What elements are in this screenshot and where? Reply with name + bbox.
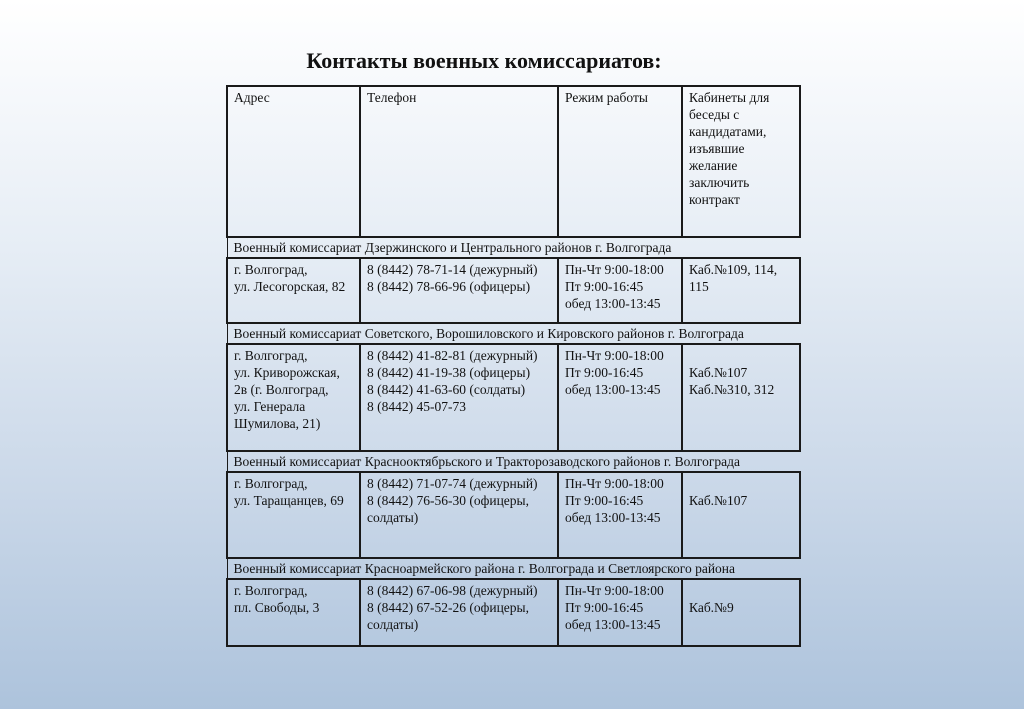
- section-title: Военный комиссариат Советского, Ворошиловского и Кировского районов г. Волгограда: [227, 323, 800, 344]
- section-row: [227, 451, 800, 472]
- table-row: [227, 472, 800, 558]
- section-title: Военный комиссариат Краснооктябрьского и Тракторозаводского районов г. Волгограда: [227, 451, 800, 472]
- section-title: Военный комиссариат Дзержинского и Центрального районов г. Волгограда: [227, 237, 800, 258]
- address-cell: г. Волгоград, ул. Криворожская, 2в (г. Волгоград, ул. Генерала Шумилова, 21): [227, 344, 360, 451]
- contacts-table: [226, 85, 801, 647]
- header-phone: Телефон: [360, 86, 558, 237]
- rooms-cell: Каб.№107 Каб.№310, 312: [682, 344, 800, 451]
- phones-cell: 8 (8442) 78-71-14 (дежурный) 8 (8442) 78-66-96 (офицеры): [360, 258, 558, 323]
- hours-cell: Пн-Чт 9:00-18:00 Пт 9:00-16:45 обед 13:00-13:45: [558, 472, 682, 558]
- phones-cell: 8 (8442) 71-07-74 (дежурный) 8 (8442) 76-56-30 (офицеры, солдаты): [360, 472, 558, 558]
- header-hours: Режим работы: [558, 86, 682, 237]
- rooms-cell: Каб.№107: [682, 472, 800, 558]
- table-row: [227, 344, 800, 451]
- address-cell: г. Волгоград, ул. Таращанцев, 69: [227, 472, 360, 558]
- header-rooms: Кабинеты для беседы с кандидатами, изъявшие желание заключить контракт: [682, 86, 800, 237]
- header-address: Адрес: [227, 86, 360, 237]
- table-row: [227, 579, 800, 646]
- phones-cell: 8 (8442) 67-06-98 (дежурный) 8 (8442) 67-52-26 (офицеры, солдаты): [360, 579, 558, 646]
- hours-cell: Пн-Чт 9:00-18:00 Пт 9:00-16:45 обед 13:00-13:45: [558, 579, 682, 646]
- phones-cell: 8 (8442) 41-82-81 (дежурный) 8 (8442) 41-19-38 (офицеры) 8 (8442) 41-63-60 (солдаты) 8 (8442) 45-07-73: [360, 344, 558, 451]
- hours-cell: Пн-Чт 9:00-18:00 Пт 9:00-16:45 обед 13:00-13:45: [558, 344, 682, 451]
- rooms-cell: Каб.№109, 114, 115: [682, 258, 800, 323]
- table-row: [227, 258, 800, 323]
- section-row: [227, 237, 800, 258]
- section-title: Военный комиссариат Красноармейского района г. Волгограда и Светлоярского района: [227, 558, 800, 579]
- section-row: [227, 558, 800, 579]
- rooms-cell: Каб.№9: [682, 579, 800, 646]
- section-row: [227, 323, 800, 344]
- page-title: Контакты военных комиссариатов:: [306, 48, 662, 73]
- address-cell: г. Волгоград, пл. Свободы, 3: [227, 579, 360, 646]
- table-header-row: [227, 86, 800, 237]
- hours-cell: Пн-Чт 9:00-18:00 Пт 9:00-16:45 обед 13:00-13:45: [558, 258, 682, 323]
- address-cell: г. Волгоград, ул. Лесогорская, 82: [227, 258, 360, 323]
